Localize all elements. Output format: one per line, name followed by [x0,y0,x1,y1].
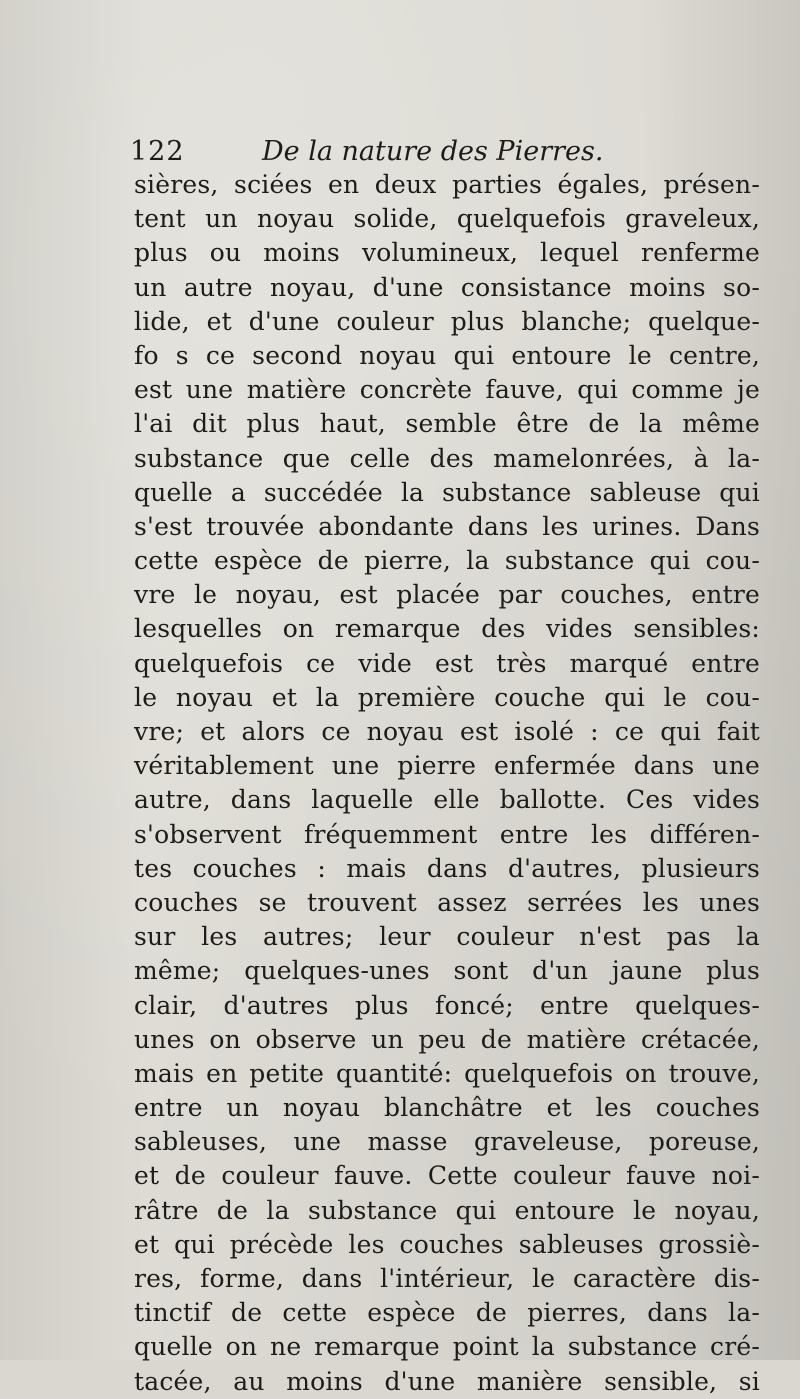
text-line: substance que celle des mamelonrées, à la- [134,443,760,473]
text-line: res, forme, dans l'intérieur, le caractère dis- [134,1264,760,1293]
text-line: tacée, au moins d'une manière sensible, si [134,1366,760,1396]
text-line: le noyau et la première couche qui le cou- [134,682,760,712]
text-line: vre; et alors ce noyau est isolé : ce qui fait [134,717,760,746]
text-line: véritablement une pierre enfermée dans une [134,751,760,781]
text-line: plus ou moins volumineux, lequel renferme [134,238,760,268]
text-line: même; quelques-unes sont d'un jaune plus [134,956,760,986]
text-line: et de couleur fauve. Cette couleur fauve noi- [134,1161,760,1191]
page-title: De la nature des Pierres. [262,136,604,167]
text-line: lide, et d'une couleur plus blanche; quelque- [134,306,760,336]
text-line: est une matière concrète fauve, qui comme je [134,375,760,405]
text-line: quelle a succédée la substance sableuse qui [134,477,760,507]
text-line: sableuses, une masse graveleuse, poreuse, [134,1127,760,1157]
running-head [130,132,650,172]
text-line: fo s ce second noyau qui entoure le centre, [134,340,760,370]
text-line: unes on observe un peu de matière crétacée, [134,1024,760,1054]
text-line: et qui précède les couches sableuses grossiè- [134,1229,760,1259]
text-line: vre le noyau, est placée par couches, entre [134,580,760,610]
text-line: sières, sciées en deux parties égales, présen- [134,170,760,199]
text-line: un autre noyau, d'une consistance moins so- [134,272,760,302]
body-text [134,168,760,1399]
text-line: entre un noyau blanchâtre et les couches [134,1093,760,1123]
text-line: sur les autres; leur couleur n'est pas la [134,922,760,952]
text-line: tes couches : mais dans d'autres, plusieurs [134,853,760,883]
text-line: tent un noyau solide, quelquefois graveleux, [134,204,760,234]
text-line: râtre de la substance qui entoure le noyau, [134,1195,760,1225]
text-line: mais en petite quantité: quelquefois on trouve, [134,1058,760,1088]
page-number: 122 [130,136,185,167]
text-line: s'observent fréquemment entre les différen- [134,819,760,849]
text-line: cette espèce de pierre, la substance qui cou- [134,546,760,576]
text-line: quelle on ne remarque point la substance cré- [134,1332,760,1362]
text-line: l'ai dit plus haut, semble être de la même [134,409,760,439]
text-line: quelquefois ce vide est très marqué entre [134,648,760,678]
text-line: s'est trouvée abondante dans les urines. Dans [134,511,760,541]
text-line: clair, d'autres plus foncé; entre quelques- [134,990,760,1020]
text-line: lesquelles on remarque des vides sensibles: [134,614,760,644]
text-line: autre, dans laquelle elle ballotte. Ces vides [134,785,760,815]
text-line: tinctif de cette espèce de pierres, dans la- [134,1298,760,1328]
text-line: couches se trouvent assez serrées les unes [134,887,760,917]
